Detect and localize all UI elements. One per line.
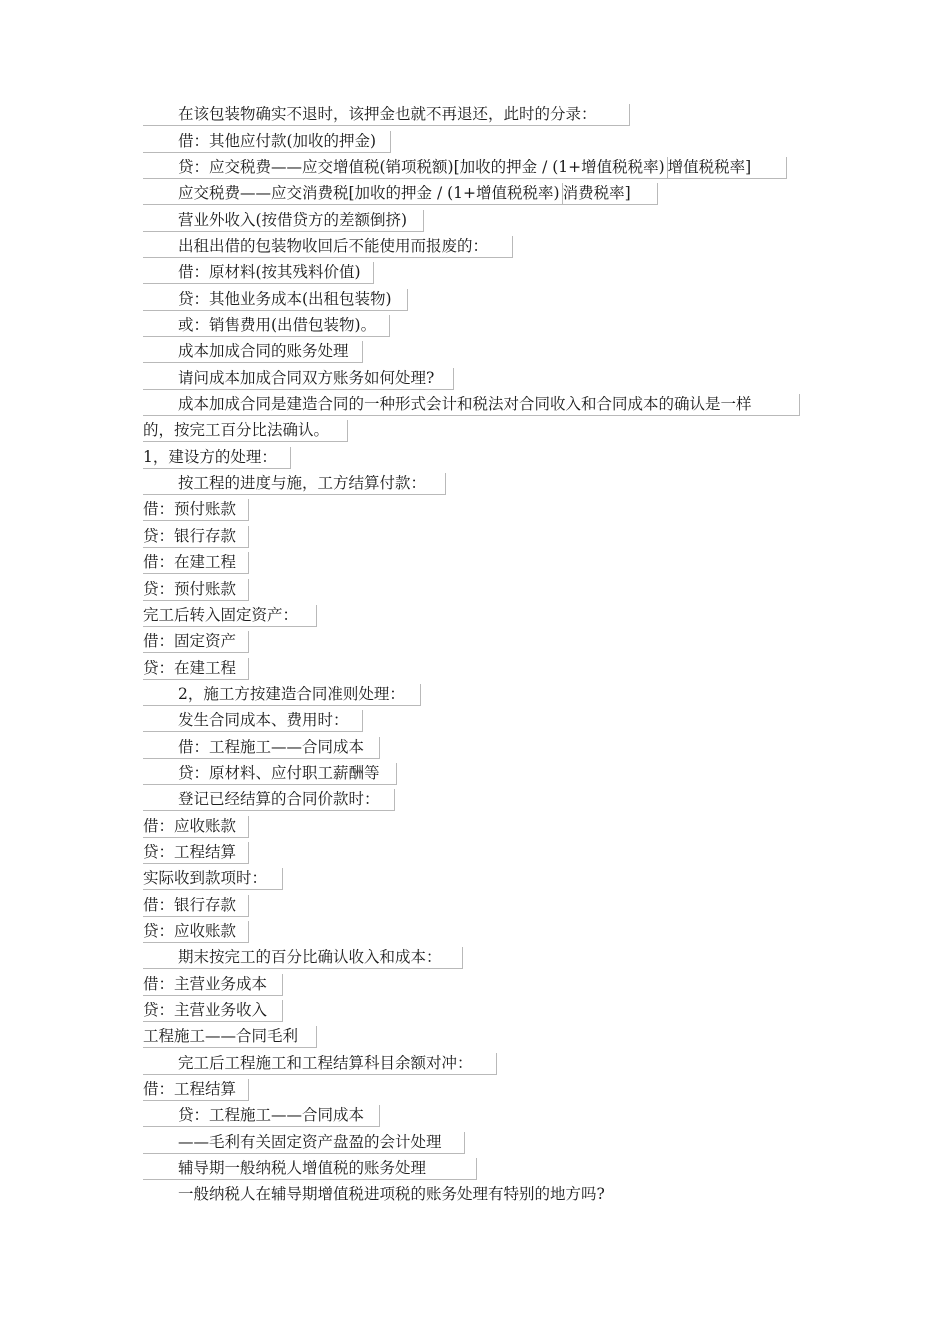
text-line: ——毛利有关固定资产盘盈的会计处理: [143, 1132, 465, 1154]
text-line: 营业外收入(按借贷方的差额倒挤): [143, 210, 424, 232]
text-line: 借：银行存款: [143, 895, 249, 917]
text-line: 借：在建工程: [143, 552, 249, 574]
text-segment: 增值税税率]: [667, 158, 752, 176]
text-line: 借：工程施工——合同成本: [143, 737, 380, 759]
text-line: 贷：主营业务收入: [143, 1000, 283, 1022]
text-line: 或：销售费用(出借包装物)。: [143, 315, 390, 337]
text-line: 一般纳税人在辅导期增值税进项税的账务处理有特别的地方吗?: [178, 1185, 605, 1203]
text-segment: 应交税费——应交消费税[加收的押金 / (1+增值税税率): [178, 183, 563, 204]
text-line: 完工后工程施工和工程结算科目余额对冲：: [143, 1053, 497, 1075]
text-line: 贷：在建工程: [143, 658, 249, 680]
text-line: 贷：应收账款: [143, 921, 249, 943]
text-line: 贷：原材料、应付职工薪酬等: [143, 763, 397, 785]
text-line: 贷：预付账款: [143, 579, 249, 601]
text-line: 借：预付账款: [143, 499, 249, 521]
text-line: 贷：其他业务成本(出租包装物): [143, 289, 408, 311]
text-line: 借：主营业务成本: [143, 974, 283, 996]
text-line: 的，按完工百分比法确认。: [143, 420, 348, 442]
text-segment: 消费税率]: [562, 184, 631, 202]
text-line: 辅导期一般纳税人增值税的账务处理: [143, 1158, 477, 1180]
text-line: [143, 183, 658, 205]
text-line: 2，施工方按建造合同准则处理：: [143, 684, 421, 706]
text-line: 完工后转入固定资产：: [143, 605, 317, 627]
text-line: 发生合同成本、费用时：: [143, 710, 363, 732]
text-line: 借：原材料(按其残料价值): [143, 262, 374, 284]
text-line: 贷：工程施工——合同成本: [143, 1105, 380, 1127]
text-line: 出租出借的包装物收回后不能使用而报废的：: [143, 236, 513, 258]
text-line: 登记已经结算的合同价款时：: [143, 789, 395, 811]
text-segment: 贷：应交税费——应交增值税(销项税额)[加收的押金 / (1+增值税税率): [178, 157, 668, 178]
text-line: 实际收到款项时：: [143, 868, 283, 890]
text-line: 按工程的进度与施，工方结算付款：: [143, 473, 446, 495]
text-line: 工程施工——合同毛利: [143, 1026, 317, 1048]
text-line: 借：其他应付款(加收的押金): [143, 131, 391, 153]
text-line: 在该包装物确实不退时，该押金也就不再退还，此时的分录：: [143, 104, 630, 126]
text-line: 借：应收账款: [143, 816, 249, 838]
text-line: 贷：工程结算: [143, 842, 249, 864]
text-line: 借：固定资产: [143, 631, 249, 653]
text-line: 1，建设方的处理：: [143, 447, 291, 469]
text-line: 借：工程结算: [143, 1079, 249, 1101]
text-line: 期末按完工的百分比确认收入和成本：: [143, 947, 463, 969]
text-line: 成本加成合同的账务处理: [143, 341, 363, 363]
text-line: 请问成本加成合同双方账务如何处理?: [143, 368, 454, 390]
text-line: 贷：银行存款: [143, 526, 249, 548]
text-line: 成本加成合同是建造合同的一种形式会计和税法对合同收入和合同成本的确认是一样: [143, 394, 800, 416]
text-line: [143, 157, 787, 179]
